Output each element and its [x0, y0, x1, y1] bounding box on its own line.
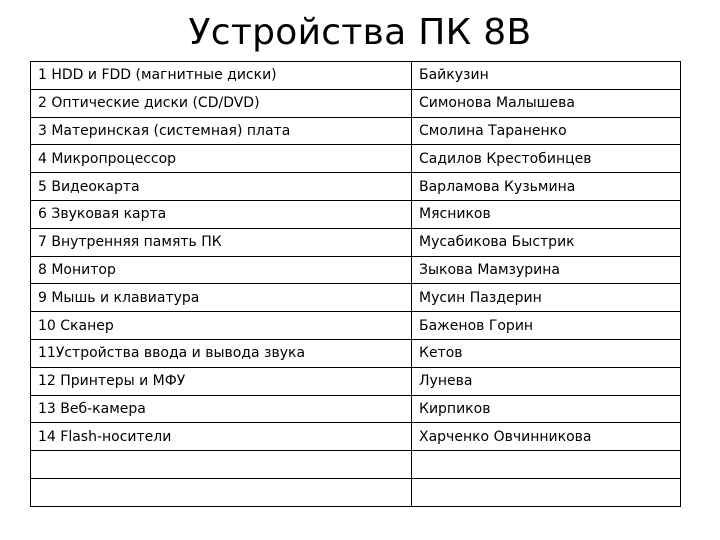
table-row-empty: [31, 478, 681, 506]
students-cell: Зыкова Мамзурина: [412, 256, 681, 284]
students-cell: Байкузин: [412, 62, 681, 90]
students-cell: [412, 478, 681, 506]
table-row: [31, 256, 681, 284]
students-cell: Лунева: [412, 367, 681, 395]
device-cell: 2 Оптические диски (CD/DVD): [31, 89, 412, 117]
table-row: [31, 89, 681, 117]
students-cell: Кетов: [412, 339, 681, 367]
table-row: [31, 312, 681, 340]
table-row-empty: [31, 451, 681, 479]
table-row: [31, 395, 681, 423]
device-cell: 6 Звуковая карта: [31, 200, 412, 228]
table-row: [31, 367, 681, 395]
device-cell: 1 HDD и FDD (магнитные диски): [31, 62, 412, 90]
students-cell: Мусин Паздерин: [412, 284, 681, 312]
device-cell: [31, 451, 412, 479]
students-cell: Варламова Кузьмина: [412, 173, 681, 201]
device-cell: 14 Flash-носители: [31, 423, 412, 451]
table-row: [31, 117, 681, 145]
device-cell: [31, 478, 412, 506]
assignment-table: [30, 61, 681, 507]
device-cell: 13 Веб-камера: [31, 395, 412, 423]
students-cell: Садилов Крестобинцев: [412, 145, 681, 173]
students-cell: Кирпиков: [412, 395, 681, 423]
students-cell: Харченко Овчинникова: [412, 423, 681, 451]
table-row: [31, 339, 681, 367]
table-row: [31, 228, 681, 256]
students-cell: Баженов Горин: [412, 312, 681, 340]
device-cell: 11Устройства ввода и вывода звука: [31, 339, 412, 367]
device-cell: 10 Сканер: [31, 312, 412, 340]
students-cell: Мусабикова Быстрик: [412, 228, 681, 256]
table-row: [31, 62, 681, 90]
students-cell: Симонова Малышева: [412, 89, 681, 117]
table-row: [31, 200, 681, 228]
device-cell: 3 Материнская (системная) плата: [31, 117, 412, 145]
table-row: [31, 145, 681, 173]
students-cell: Смолина Тараненко: [412, 117, 681, 145]
device-cell: 12 Принтеры и МФУ: [31, 367, 412, 395]
students-cell: [412, 451, 681, 479]
table-row: [31, 423, 681, 451]
device-cell: 8 Монитор: [31, 256, 412, 284]
device-cell: 5 Видеокарта: [31, 173, 412, 201]
device-cell: 7 Внутренняя память ПК: [31, 228, 412, 256]
table-row: [31, 284, 681, 312]
slide-title: Устройства ПК 8В: [188, 12, 532, 53]
device-cell: 9 Мышь и клавиатура: [31, 284, 412, 312]
table-row: [31, 173, 681, 201]
students-cell: Мясников: [412, 200, 681, 228]
device-cell: 4 Микропроцессор: [31, 145, 412, 173]
